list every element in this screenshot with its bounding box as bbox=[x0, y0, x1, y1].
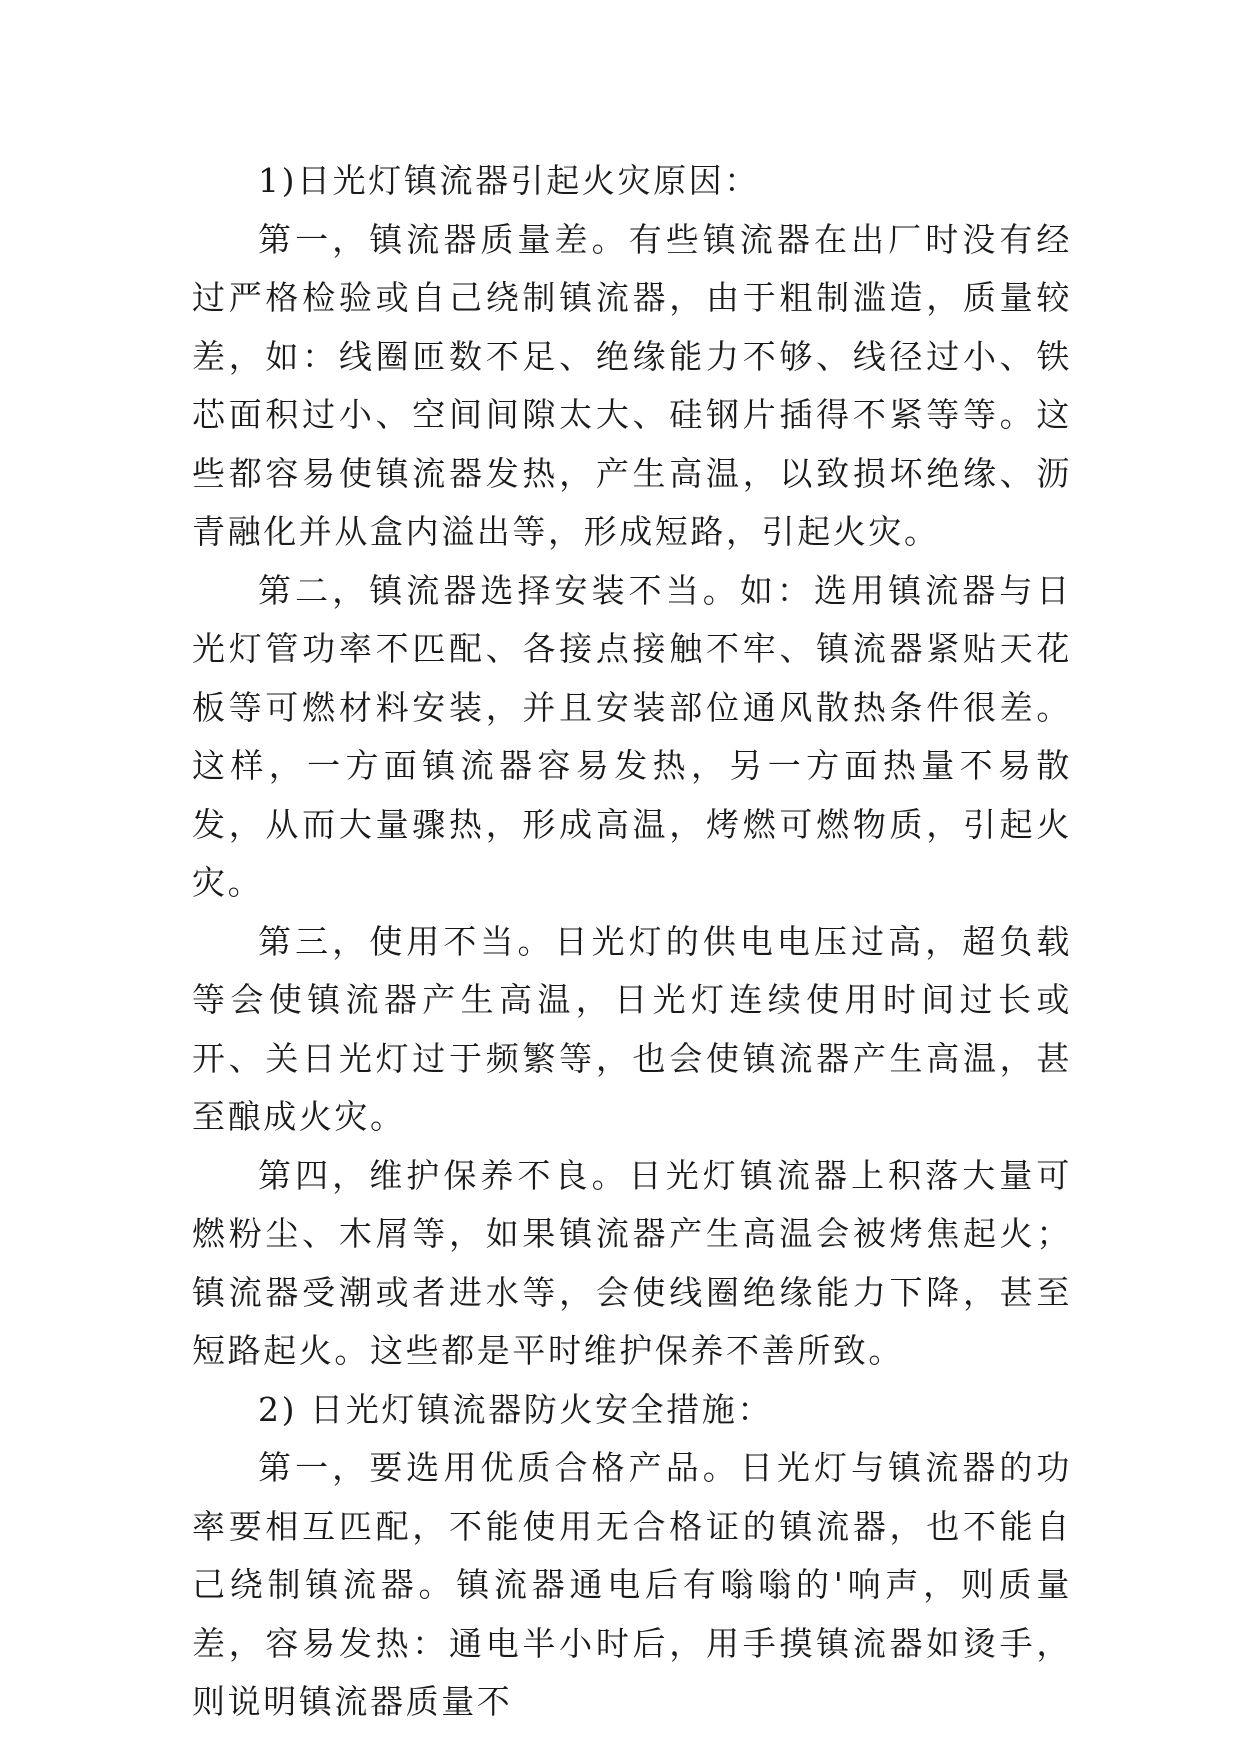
document-page bbox=[192, 152, 1072, 1732]
paragraph-cause-quality: 第一，镇流器质量差。有些镇流器在出厂时没有经过严格检验或自己绕制镇流器，由于粗制滥造，质量较差，如：线圈匝数不足、绝缘能力不够、线径过小、铁芯面积过小、空间间隙太大、硅钢片插得不紧等等。这些都容易使镇流器发热，产生高温，以致损坏绝缘、沥青融化并从盒内溢出等，形成短路，引起火灾。 bbox=[192, 219, 1072, 551]
heading-fire-causes: 1)日光灯镇流器引起火灾原因： bbox=[258, 161, 760, 200]
paragraph-cause-installation: 第二，镇流器选择安装不当。如：选用镇流器与日光灯管功率不匹配、各接点接触不牢、镇流器紧贴天花板等可燃材料安装，并且安装部位通风散热条件很差。这样，一方面镇流器容易发热，另一方面热量不易散发，从而大量骤热，形成高温，烤燃可燃物质，引起火灾。 bbox=[192, 570, 1072, 902]
paragraph-measure-quality-products: 第一，要选用优质合格产品。日光灯与镇流器的功率要相互匹配，不能使用无合格证的镇流器，也不能自己绕制镇流器。镇流器通电后有嗡嗡的'响声，则质量差，容易发热：通电半小时后，用手摸镇流器如烫手，则说明镇流器质量不 bbox=[192, 1448, 1072, 1721]
paragraph-cause-maintenance: 第四，维护保养不良。日光灯镇流器上积落大量可燃粉尘、木屑等，如果镇流器产生高温会被烤焦起火；镇流器受潮或者进水等，会使线圈绝缘能力下降，甚至短路起火。这些都是平时维护保养不善所致。 bbox=[192, 1155, 1072, 1370]
heading-safety-measures: 2) 日光灯镇流器防火安全措施： bbox=[258, 1389, 773, 1429]
paragraph-cause-usage: 第三，使用不当。日光灯的供电电压过高，超负载等会使镇流器产生高温，日光灯连续使用时间过长或开、关日光灯过于频繁等，也会使镇流器产生高温，甚至酿成火灾。 bbox=[192, 921, 1072, 1136]
